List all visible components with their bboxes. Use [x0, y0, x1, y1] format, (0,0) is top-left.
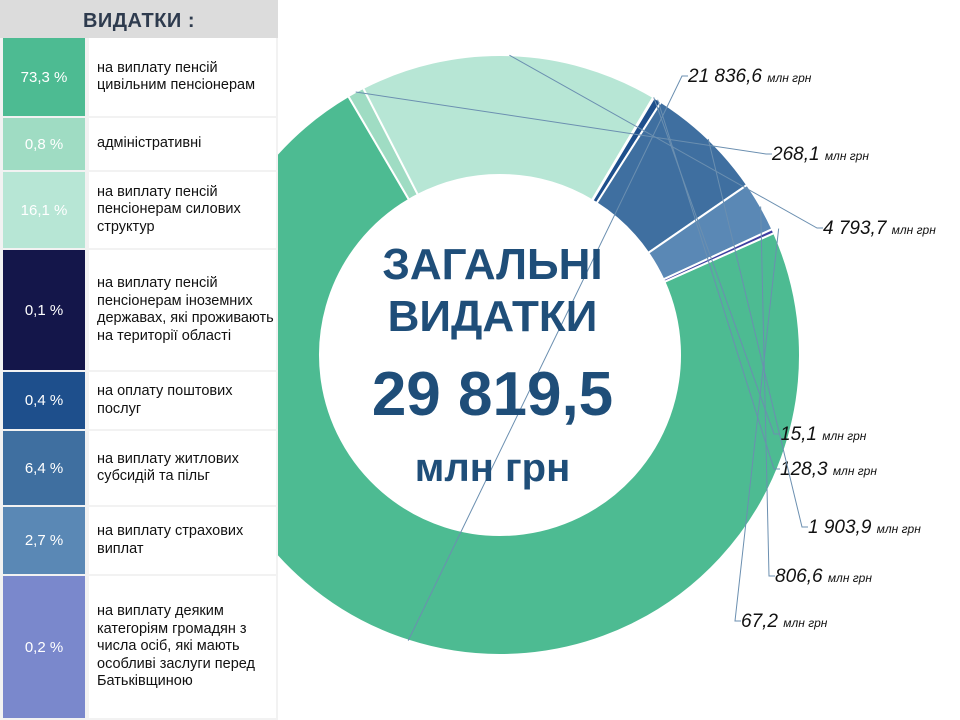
legend-row: [0, 172, 278, 250]
center-label-line1: ЗАГАЛЬНІ: [382, 240, 603, 289]
legend-percent: 16,1 %: [3, 172, 85, 248]
center-total-unit: млн грн: [414, 446, 571, 490]
legend-row: [0, 118, 278, 172]
legend-panel: [0, 0, 278, 720]
legend-label: на виплату пенсій пенсіонерам силових структур: [89, 172, 276, 248]
legend-percent: 0,1 %: [3, 250, 85, 370]
legend-label: на виплату пенсій пенсіонерам іноземних державах, які проживають на території області: [89, 250, 276, 370]
legend-row: [0, 250, 278, 372]
legend-row: [0, 38, 278, 118]
legend-row: [0, 372, 278, 431]
legend-label: на виплату страхових виплат: [89, 507, 276, 574]
legend-label: адміністративні: [89, 118, 276, 170]
legend-row: [0, 507, 278, 576]
slice-value-label: 15,1 млн грн: [780, 424, 867, 445]
slice-value-label: 128,3 млн грн: [780, 459, 877, 480]
slice-value-label: 67,2 млн грн: [741, 611, 828, 632]
slice-value-label: 21 836,6 млн грн: [688, 66, 812, 87]
legend-label: на виплату пенсій цивільним пенсіонерам: [89, 38, 276, 116]
legend-percent: 2,7 %: [3, 507, 85, 574]
legend-percent: 6,4 %: [3, 431, 85, 505]
center-label-line2: ВИДАТКИ: [387, 292, 598, 341]
legend-row: [0, 431, 278, 507]
legend-label: на виплату житлових субсидій та пільг: [89, 431, 276, 505]
legend-percent: 73,3 %: [3, 38, 85, 116]
slice-value-label: 4 793,7 млн грн: [823, 218, 936, 239]
legend-title: ВИДАТКИ :: [0, 0, 278, 38]
center-total-value: 29 819,5: [371, 360, 614, 429]
legend-row: [0, 576, 278, 720]
slice-value-label: 268,1 млн грн: [772, 144, 869, 165]
legend-label: на виплату деяким категоріям громадян з числа осіб, які мають особливі заслуги перед Батьківщиною: [89, 576, 276, 718]
legend-percent: 0,8 %: [3, 118, 85, 170]
legend-percent: 0,2 %: [3, 576, 85, 718]
legend-label: на оплату поштових послуг: [89, 372, 276, 429]
slice-value-label: 1 903,9 млн грн: [808, 517, 921, 538]
legend-percent: 0,4 %: [3, 372, 85, 429]
slice-value-label: 806,6 млн грн: [775, 566, 872, 587]
